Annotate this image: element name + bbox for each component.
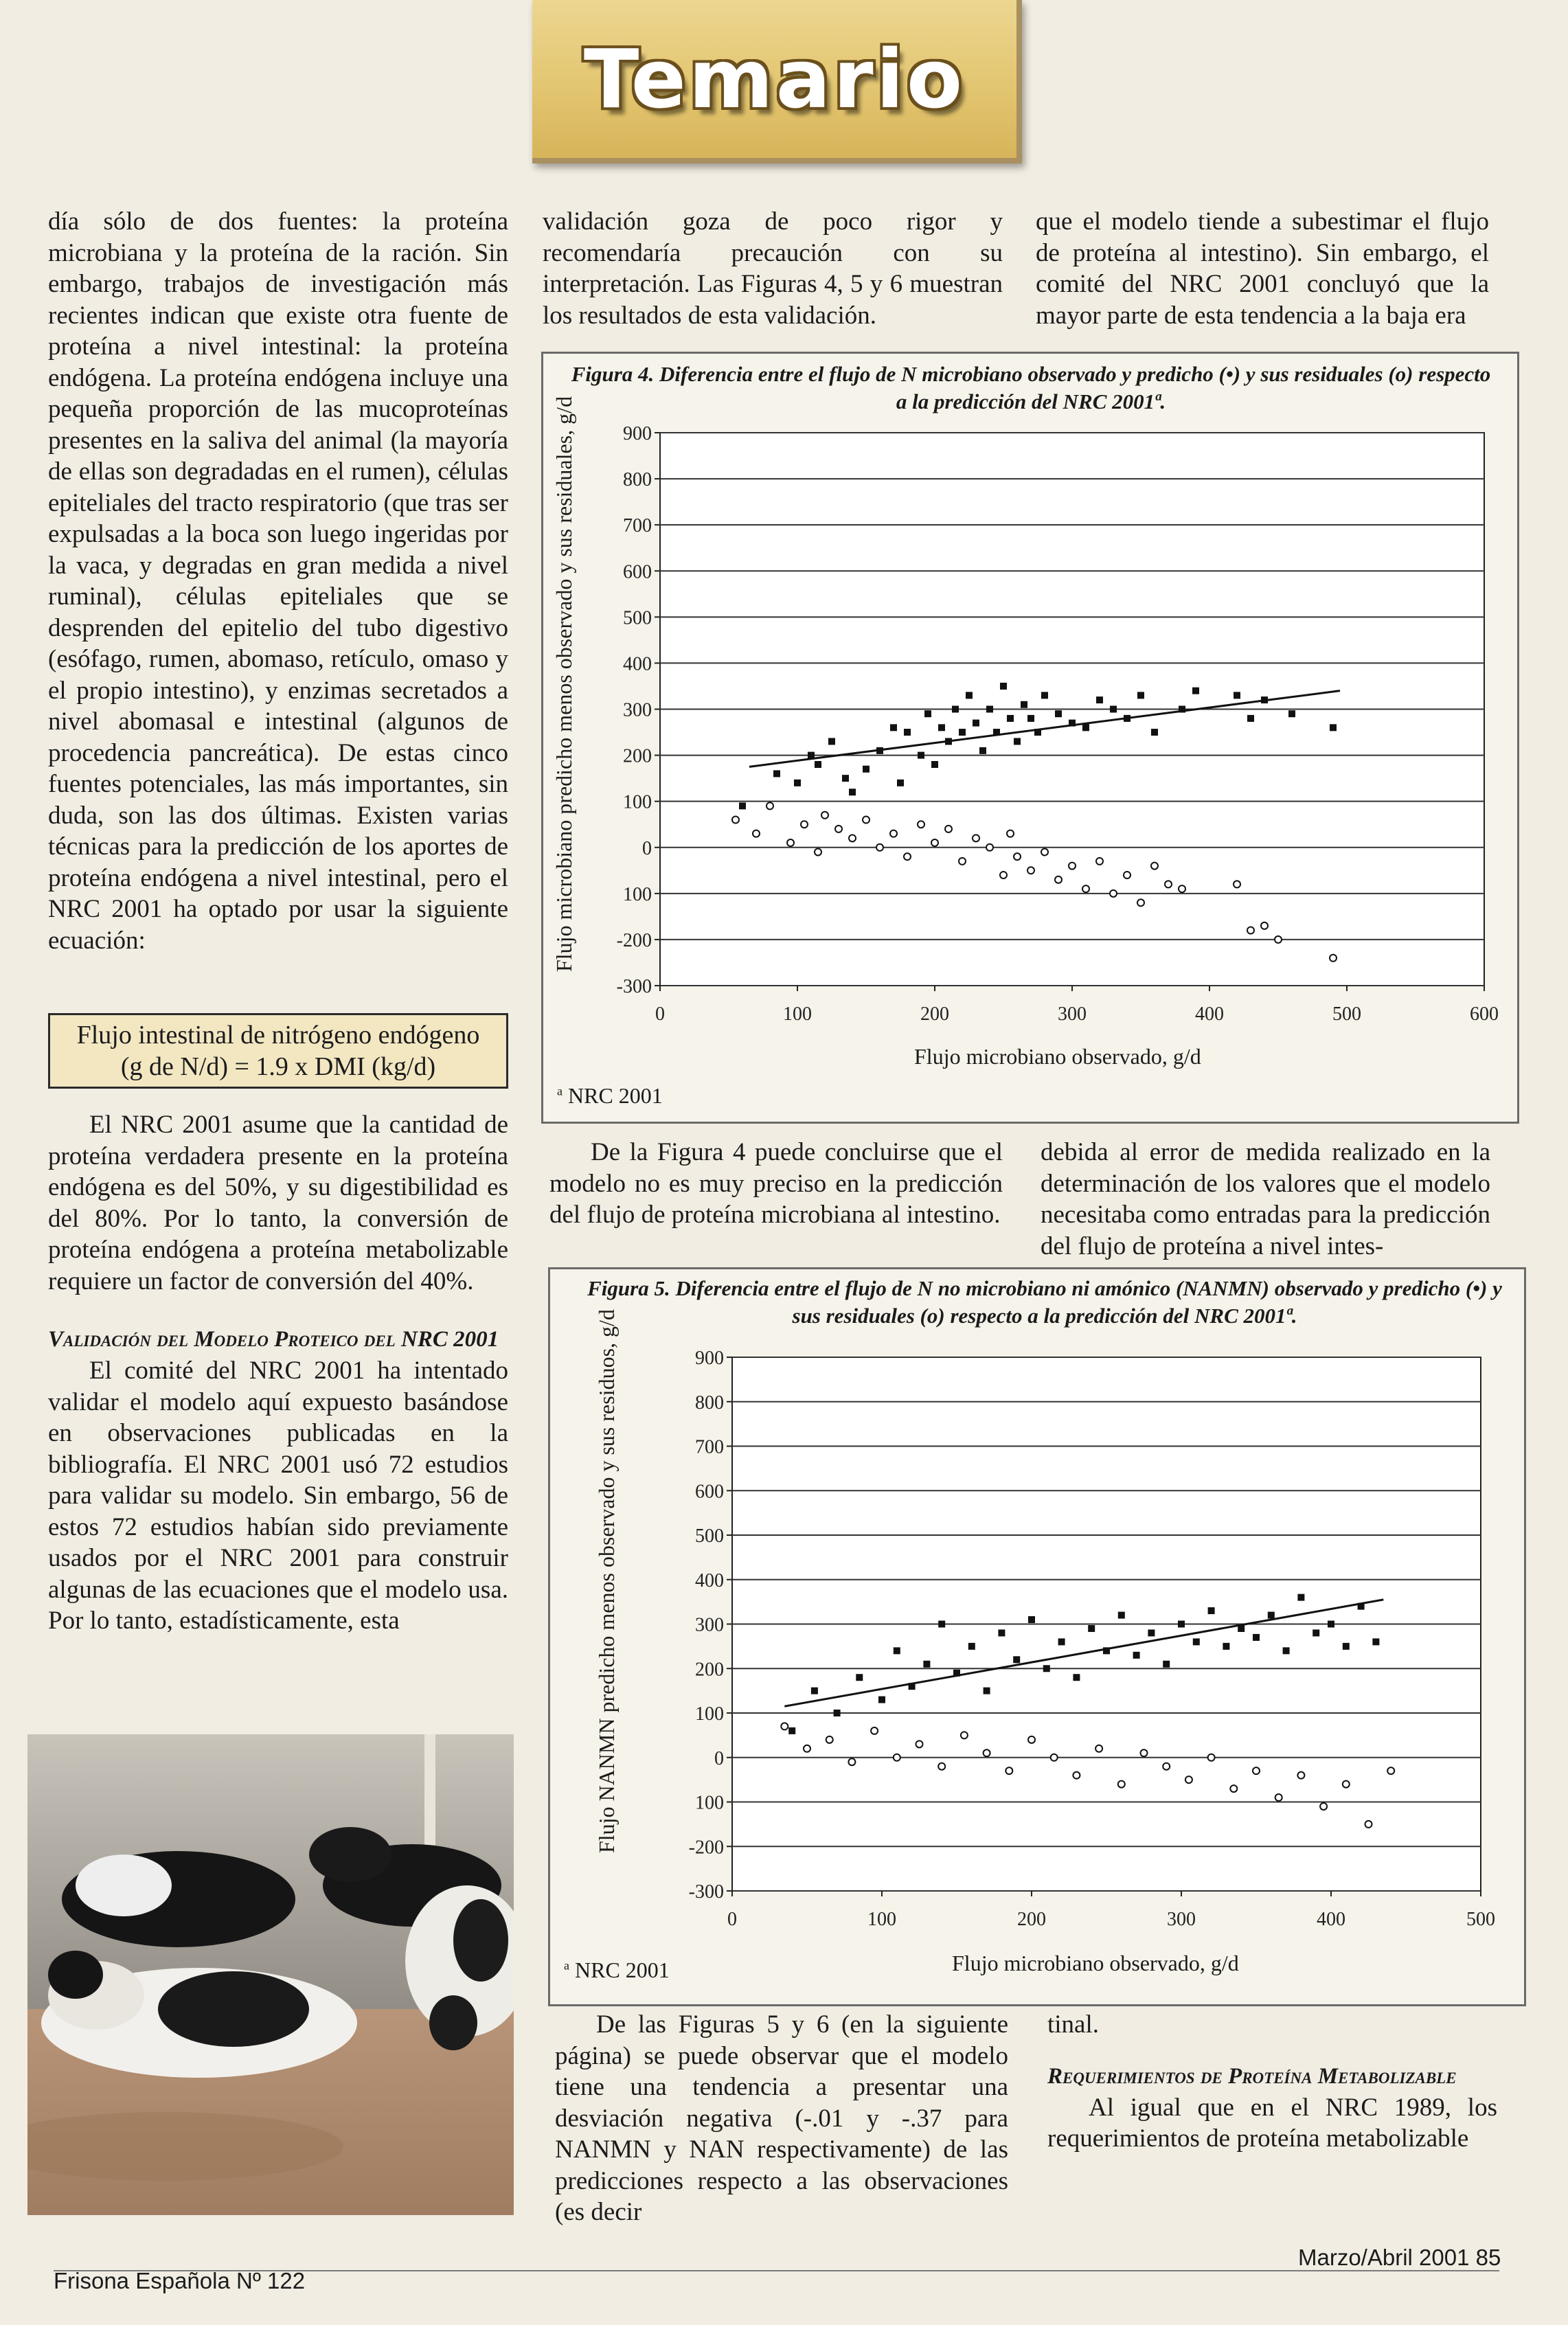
residual-point xyxy=(1110,890,1117,897)
y-tick-label: 500 xyxy=(623,607,652,629)
residual-point xyxy=(904,853,911,860)
paragraph: El NRC 2001 asume que la cantidad de proteína verdadera presente en la proteína endógena es del 50%, y su digestibilidad es del 80%. Por lo tanto, la conversión de proteína endógena a proteína metabolizable requiere un factor de conversión del 40%. xyxy=(48,1111,508,1295)
residual-point xyxy=(732,817,739,824)
section-heading: Requerimientos de Proteína Metabolizable xyxy=(1047,2063,1457,2089)
column-3-bottom xyxy=(1047,2009,1497,2155)
predicted-point xyxy=(1055,710,1062,717)
predicted-point xyxy=(1238,1625,1245,1632)
residual-point xyxy=(961,1732,968,1738)
residual-point xyxy=(1014,853,1021,860)
predicted-point xyxy=(1283,1647,1290,1654)
paragraph: De las Figuras 5 y 6 (en la siguiente página) se puede observar que el modelo tiene una tendencia a presentar una desviación negativa (-.01 y -.37 para NANMN y NAN respectivamente) de las predicciones respecto a las observaciones (es decir xyxy=(555,2010,1008,2226)
x-tick-label: 500 xyxy=(1332,1003,1361,1025)
predicted-point xyxy=(986,706,993,713)
predicted-point xyxy=(1151,729,1158,736)
predicted-point xyxy=(1021,701,1027,708)
section-heading: Validación del Modelo Proteico del NRC 2001 xyxy=(48,1327,499,1352)
residual-point xyxy=(1330,955,1337,962)
x-tick-label: 100 xyxy=(783,1003,812,1025)
predicted-point xyxy=(894,1647,900,1654)
residual-point xyxy=(1247,927,1254,934)
formula-line-2: (g de N/d) = 1.9 x DMI (kg/d) xyxy=(120,1052,436,1081)
residual-point xyxy=(848,1758,855,1765)
predicted-point xyxy=(953,1670,960,1677)
x-tick-label: 200 xyxy=(1017,1909,1046,1930)
y-tick-label: 600 xyxy=(623,561,652,583)
residual-point xyxy=(821,812,828,819)
figure-4-title: Figura 4. Diferencia entre el flujo de N microbiano observado y predicho (•) y sus residuales (o) respecto a la predicción del NRC 2001ª. xyxy=(571,362,1491,413)
residual-point xyxy=(890,830,897,837)
predicted-point xyxy=(979,747,986,754)
residual-point xyxy=(1165,881,1172,887)
predicted-point xyxy=(945,738,952,745)
predicted-point xyxy=(788,1727,795,1734)
residual-point xyxy=(804,1745,810,1752)
residual-point xyxy=(1230,1785,1237,1792)
residual-point xyxy=(1069,863,1076,870)
residual-point xyxy=(1151,863,1158,870)
predicted-point xyxy=(1163,1661,1170,1668)
predicted-point xyxy=(842,775,849,782)
predicted-point xyxy=(1261,696,1268,703)
predicted-point xyxy=(1247,715,1254,722)
residual-point xyxy=(1041,848,1048,855)
predicted-point xyxy=(1082,724,1089,731)
paragraph: tinal. xyxy=(1047,2010,1100,2039)
residual-point xyxy=(938,1763,945,1770)
y-tick-label: 100 xyxy=(695,1792,724,1814)
predicted-point xyxy=(1223,1643,1229,1650)
residual-point xyxy=(1000,872,1007,878)
residual-point xyxy=(1297,1772,1304,1779)
predicted-point xyxy=(984,1688,990,1694)
figure-4-ylabel: Flujo microbiano predicho menos observado y sus residuales, g/d xyxy=(552,396,576,972)
paragraph: validación goza de poco rigor y recomendaría precaución con su interpretación. Las Figuras 4, 5 y 6 muestran los resultados de esta validación. xyxy=(543,207,1003,330)
residual-point xyxy=(916,1740,923,1747)
column-3-top xyxy=(1036,206,1489,331)
residual-point xyxy=(1185,1776,1192,1783)
y-tick-label: 300 xyxy=(695,1614,724,1636)
residual-point xyxy=(826,1736,833,1743)
figure-5-xlabel: Flujo microbiano observado, g/d xyxy=(952,1951,1239,1975)
predicted-point xyxy=(1096,696,1103,703)
predicted-point xyxy=(1234,692,1240,699)
residual-point xyxy=(1387,1767,1394,1774)
predicted-point xyxy=(811,1688,818,1694)
predicted-point xyxy=(1179,706,1185,713)
predicted-point xyxy=(1069,720,1076,727)
predicted-point xyxy=(993,729,1000,736)
predicted-point xyxy=(1028,1616,1035,1623)
figure-5 xyxy=(548,1267,1526,2006)
predicted-point xyxy=(849,789,856,795)
paragraph: Al igual que en el NRC 1989, los requerimientos de proteína metabolizable xyxy=(1047,2093,1497,2153)
y-tick-label: 300 xyxy=(623,699,652,721)
paragraph: El comité del NRC 2001 ha intentado validar el modelo aquí expuesto basándose en observaciones publicadas en la bibliografía. El NRC 2001 usó 72 estudios para validar su modelo. Sin embargo, 56 de estos 72 estudios habían sido previamente usados por el NRC 2001 para construir algunas de las ecuaciones que el modelo usa. Por lo tanto, estadísticamente, esta xyxy=(48,1357,508,1635)
residual-point xyxy=(1163,1763,1170,1770)
residual-point xyxy=(1118,1781,1125,1788)
predicted-point xyxy=(1253,1634,1260,1641)
residual-point xyxy=(1124,872,1130,878)
y-tick-label: 400 xyxy=(623,653,652,675)
residual-point xyxy=(835,826,842,832)
predicted-point xyxy=(1192,688,1199,694)
y-tick-label: 500 xyxy=(695,1526,724,1547)
residual-point xyxy=(973,835,979,841)
predicted-point xyxy=(931,761,938,768)
y-tick-label: 0 xyxy=(714,1747,724,1769)
predicted-point xyxy=(878,1697,885,1703)
predicted-point xyxy=(876,747,883,754)
y-tick-label: 900 xyxy=(623,423,652,444)
residual-point xyxy=(1365,1821,1372,1828)
figure-4-xlabel: Flujo microbiano observado, g/d xyxy=(914,1044,1201,1069)
predicted-point xyxy=(1148,1629,1155,1636)
y-tick-label: 700 xyxy=(623,515,652,537)
predicted-point xyxy=(1043,1665,1050,1672)
x-tick-label: 100 xyxy=(867,1909,896,1930)
column-1 xyxy=(48,206,508,956)
y-tick-label: 100 xyxy=(623,883,652,905)
predicted-point xyxy=(1133,1652,1140,1659)
residual-point xyxy=(863,817,870,824)
y-tick-label: 900 xyxy=(695,1348,724,1369)
y-tick-label: 400 xyxy=(695,1569,724,1591)
footer-date-page: Marzo/Abril 2001 85 xyxy=(1298,2245,1501,2270)
residual-point xyxy=(1028,1736,1035,1743)
predicted-point xyxy=(904,729,911,736)
y-tick-label: -300 xyxy=(616,976,652,997)
residual-point xyxy=(781,1723,788,1729)
predicted-point xyxy=(863,766,870,773)
predicted-point xyxy=(1330,724,1337,731)
predicted-point xyxy=(1110,706,1117,713)
residual-point xyxy=(871,1727,878,1734)
predicted-point xyxy=(897,780,904,786)
residual-point xyxy=(1095,1745,1102,1752)
residual-point xyxy=(1051,1754,1058,1761)
column-3-mid xyxy=(1041,1137,1490,1262)
banner-title: Temario xyxy=(583,32,966,126)
predicted-point xyxy=(1137,692,1144,699)
predicted-point xyxy=(1208,1607,1215,1614)
predicted-point xyxy=(1288,710,1295,717)
predicted-point xyxy=(924,710,931,717)
predicted-point xyxy=(1118,1612,1125,1619)
x-tick-label: 0 xyxy=(655,1003,665,1025)
residual-point xyxy=(1027,867,1034,874)
predicted-point xyxy=(1013,1656,1020,1663)
y-tick-label: 700 xyxy=(695,1436,724,1458)
section-banner xyxy=(532,0,1022,163)
residual-point xyxy=(801,821,808,828)
y-tick-label: 600 xyxy=(695,1481,724,1503)
x-tick-label: 600 xyxy=(1470,1003,1499,1025)
y-tick-label: 800 xyxy=(623,469,652,491)
residual-point xyxy=(1073,1772,1080,1779)
predicted-point xyxy=(794,780,801,786)
figure-5-note: $^a$ NRC 2001 xyxy=(564,1958,670,1982)
residual-point xyxy=(1005,1767,1012,1774)
footer-publication: Frisona Española Nº 122 xyxy=(54,2268,306,2293)
predicted-point xyxy=(909,1683,916,1690)
residual-point xyxy=(1179,885,1185,892)
predicted-point xyxy=(1193,1638,1200,1645)
predicted-point xyxy=(923,1661,930,1668)
residual-point xyxy=(1275,1794,1282,1801)
predicted-point xyxy=(1328,1621,1334,1628)
formula-box xyxy=(48,1013,508,1089)
x-tick-label: 200 xyxy=(920,1003,949,1025)
column-2-bottom xyxy=(555,2009,1008,2228)
y-tick-label: 800 xyxy=(695,1392,724,1414)
predicted-point xyxy=(1000,683,1007,690)
residual-point xyxy=(766,802,773,809)
predicted-point xyxy=(998,1629,1005,1636)
figure-5-title: Figura 5. Diferencia entre el flujo de N no microbiano ni amónico (NANMN) observado y predicho (•) y sus residuales (o) respecto a la predicción del NRC 2001ª. xyxy=(587,1276,1502,1328)
y-tick-label: -300 xyxy=(688,1881,724,1903)
figure-5-ylabel: Flujo NANMN predicho menos observado y sus residuos, g/d xyxy=(594,1309,619,1853)
paragraph: debida al error de medida realizado en la determinación de los valores que el modelo necesitaba como entradas para la predicción del flujo de proteína a nivel intes- xyxy=(1041,1138,1490,1260)
residual-point xyxy=(959,858,966,865)
residual-point xyxy=(1253,1767,1260,1774)
x-tick-label: 300 xyxy=(1167,1909,1196,1930)
predicted-point xyxy=(1343,1643,1350,1650)
figure-4-note: $^a$ NRC 2001 xyxy=(557,1083,663,1108)
predicted-point xyxy=(1058,1638,1065,1645)
column-1-lower xyxy=(48,1109,508,1637)
residual-point xyxy=(1208,1754,1215,1761)
figure-5-chart xyxy=(550,1269,1524,2004)
predicted-point xyxy=(890,724,897,731)
figure-4-chart xyxy=(543,354,1517,1122)
residual-point xyxy=(1082,885,1089,892)
y-tick-label: -200 xyxy=(616,929,652,951)
residual-point xyxy=(1261,922,1268,929)
predicted-point xyxy=(834,1710,841,1716)
y-tick-label: 200 xyxy=(695,1659,724,1681)
predicted-point xyxy=(1358,1603,1365,1610)
predicted-point xyxy=(918,752,924,759)
formula-line-1: Flujo intestinal de nitrógeno endógeno xyxy=(76,1021,480,1050)
predicted-point xyxy=(1313,1629,1319,1636)
predicted-point xyxy=(1103,1647,1110,1654)
residual-point xyxy=(1275,936,1282,943)
residual-point xyxy=(876,844,883,851)
predicted-point xyxy=(773,770,780,777)
x-tick-label: 400 xyxy=(1195,1003,1224,1025)
residual-point xyxy=(1320,1803,1327,1810)
x-tick-label: 0 xyxy=(727,1909,737,1930)
predicted-point xyxy=(1014,738,1021,745)
column-2-top xyxy=(543,206,1003,331)
y-tick-label: -200 xyxy=(688,1837,724,1859)
residual-point xyxy=(931,839,938,846)
predicted-point xyxy=(1268,1612,1275,1619)
predicted-point xyxy=(1007,715,1014,722)
x-tick-label: 500 xyxy=(1466,1909,1495,1930)
residual-point xyxy=(1141,1749,1148,1756)
predicted-point xyxy=(808,752,815,759)
predicted-point xyxy=(739,802,746,809)
predicted-point xyxy=(1034,729,1041,736)
y-tick-label: 100 xyxy=(623,791,652,813)
residual-point xyxy=(1234,881,1240,887)
x-tick-label: 400 xyxy=(1317,1909,1345,1930)
column-2-mid xyxy=(549,1137,1003,1231)
predicted-point xyxy=(1073,1674,1080,1681)
paragraph: De la Figura 4 puede concluirse que el modelo no es muy preciso en la predicción del flujo de proteína microbiana al intestino. xyxy=(549,1138,1003,1229)
predicted-point xyxy=(968,1643,975,1650)
predicted-point xyxy=(815,761,821,768)
predicted-point xyxy=(856,1674,863,1681)
residual-point xyxy=(1137,899,1144,906)
predicted-point xyxy=(966,692,973,699)
residual-point xyxy=(945,826,952,832)
residual-point xyxy=(894,1754,900,1761)
predicted-point xyxy=(1088,1625,1095,1632)
residual-point xyxy=(918,821,924,828)
predicted-point xyxy=(828,738,835,745)
predicted-point xyxy=(1297,1594,1304,1601)
residual-point xyxy=(849,835,856,841)
residual-point xyxy=(1343,1781,1350,1788)
residual-point xyxy=(787,839,794,846)
residual-point xyxy=(1055,876,1062,883)
predicted-point xyxy=(1124,715,1130,722)
predicted-point xyxy=(1372,1638,1379,1645)
predicted-point xyxy=(938,1621,945,1628)
y-tick-label: 0 xyxy=(642,837,652,859)
y-tick-label: 200 xyxy=(623,745,652,767)
residual-point xyxy=(984,1749,990,1756)
predicted-point xyxy=(952,706,959,713)
predicted-point xyxy=(973,720,979,727)
predicted-point xyxy=(959,729,966,736)
y-tick-label: 100 xyxy=(695,1703,724,1725)
residual-point xyxy=(753,830,760,837)
residual-point xyxy=(1096,858,1103,865)
paragraph: día sólo de dos fuentes: la proteína microbiana y la proteína de la ración. Sin embargo, trabajos de investigación más recientes indican que existe otra fuente de proteína a nivel intestinal: la proteína endógena. La proteína endógena incluye una pequeña proporción de las mucoproteínas presentes en la saliva del animal (la mayoría de ellas son degradadas en el rumen), células epiteliales del tracto respiratorio (que tras ser expulsadas a la boca son luego ingeridas por la vaca, y degradas en gran medida a nivel ruminal), células epiteliales que se desprenden del epitelio del tubo digestivo (esófago, rumen, abomaso, retículo, omaso y el propio intestino), y enzimas secretados a nivel abomasal e intestinal (algunos de procedencia pancreática). De estas cinco fuentes potenciales, las más importantes, sin duda, son las dos últimas. Existen varias técnicas para la predicción de los aportes de proteína endógena a nivel intestinal, pero el NRC 2001 ha optado por usar la siguiente ecuación: xyxy=(48,207,508,955)
cows-photo xyxy=(27,1734,514,2215)
paragraph: que el modelo tiende a subestimar el flujo de proteína al intestino). Sin embargo, el comité del NRC 2001 concluyó que la mayor parte de esta tendencia a la baja era xyxy=(1036,207,1489,330)
predicted-point xyxy=(1027,715,1034,722)
residual-point xyxy=(986,844,993,851)
x-tick-label: 300 xyxy=(1058,1003,1087,1025)
predicted-point xyxy=(938,724,945,731)
residual-point xyxy=(815,848,821,855)
figure-4 xyxy=(541,352,1519,1124)
predicted-point xyxy=(1178,1621,1185,1628)
predicted-point xyxy=(1041,692,1048,699)
residual-point xyxy=(1007,830,1014,837)
